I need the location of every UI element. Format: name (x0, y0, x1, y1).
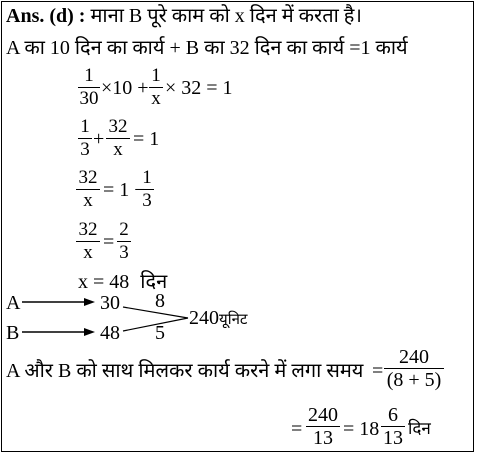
arrow-head-a (84, 298, 95, 306)
answer-label: Ans. (d) : (6, 5, 86, 27)
numerator: 6 (388, 404, 398, 426)
unit-days: दिन (140, 271, 168, 293)
numerator: 240 (399, 346, 429, 368)
conclusion-text: A और B को साथ मिलकर कार्य करने में लगा समय (6, 360, 364, 382)
label-a: A (6, 292, 21, 314)
denominator: 3 (80, 139, 90, 160)
total-work (189, 307, 247, 331)
denominator: (8 + 5) (386, 369, 442, 391)
fraction-240-13 (306, 405, 340, 448)
numerator: 32 (78, 219, 98, 240)
mixed-whole: = 18 (343, 418, 380, 440)
denominator: 3 (142, 190, 152, 211)
label-b: B (6, 322, 20, 344)
plus-sign: + (93, 128, 105, 150)
arrow-head-b (84, 328, 95, 336)
final-equals: = (291, 418, 303, 440)
efficiency-b: 5 (155, 322, 165, 344)
fraction-6-13 (381, 405, 405, 448)
eq3-middle: = 1 − (103, 179, 146, 201)
equals-sign: = (103, 231, 115, 253)
numerator: 32 (108, 116, 128, 137)
value-a: 30 (100, 292, 120, 314)
denominator: x (83, 242, 93, 263)
fraction-240-13-sum (384, 347, 444, 390)
numerator: 1 (151, 65, 161, 86)
denominator: 30 (79, 88, 99, 109)
numerator: 1 (84, 65, 94, 86)
eq2-tail: = 1 (133, 128, 160, 150)
denominator: 13 (383, 427, 403, 449)
value-b: 48 (100, 322, 120, 344)
numerator: 1 (142, 167, 152, 188)
denominator: x (83, 190, 93, 211)
assumption-text: माना B पूरे काम को x दिन में करता है। (90, 5, 362, 27)
final-unit: दिन (408, 419, 431, 438)
denominator: x (113, 139, 123, 160)
work-equation-line: A का 10 दिन का कार्य + B का 32 दिन का कार्य =1 कार्य (6, 37, 408, 59)
denominator: 13 (313, 427, 333, 449)
numerator: 240 (308, 404, 338, 426)
numerator: 2 (119, 219, 129, 240)
total-value: 240 (189, 307, 219, 329)
result-x: x = 48 (78, 271, 130, 293)
eq1-tail: × 32 = 1 (165, 77, 233, 99)
denominator: 3 (119, 242, 129, 263)
efficiency-a: 8 (155, 290, 165, 312)
total-unit: यूनिट (219, 312, 248, 328)
numerator: 32 (78, 167, 98, 188)
conclusion-equals: = (372, 360, 384, 382)
numerator: 1 (80, 116, 90, 137)
denominator: x (151, 88, 161, 109)
eq1-middle: ×10 + (101, 77, 149, 99)
